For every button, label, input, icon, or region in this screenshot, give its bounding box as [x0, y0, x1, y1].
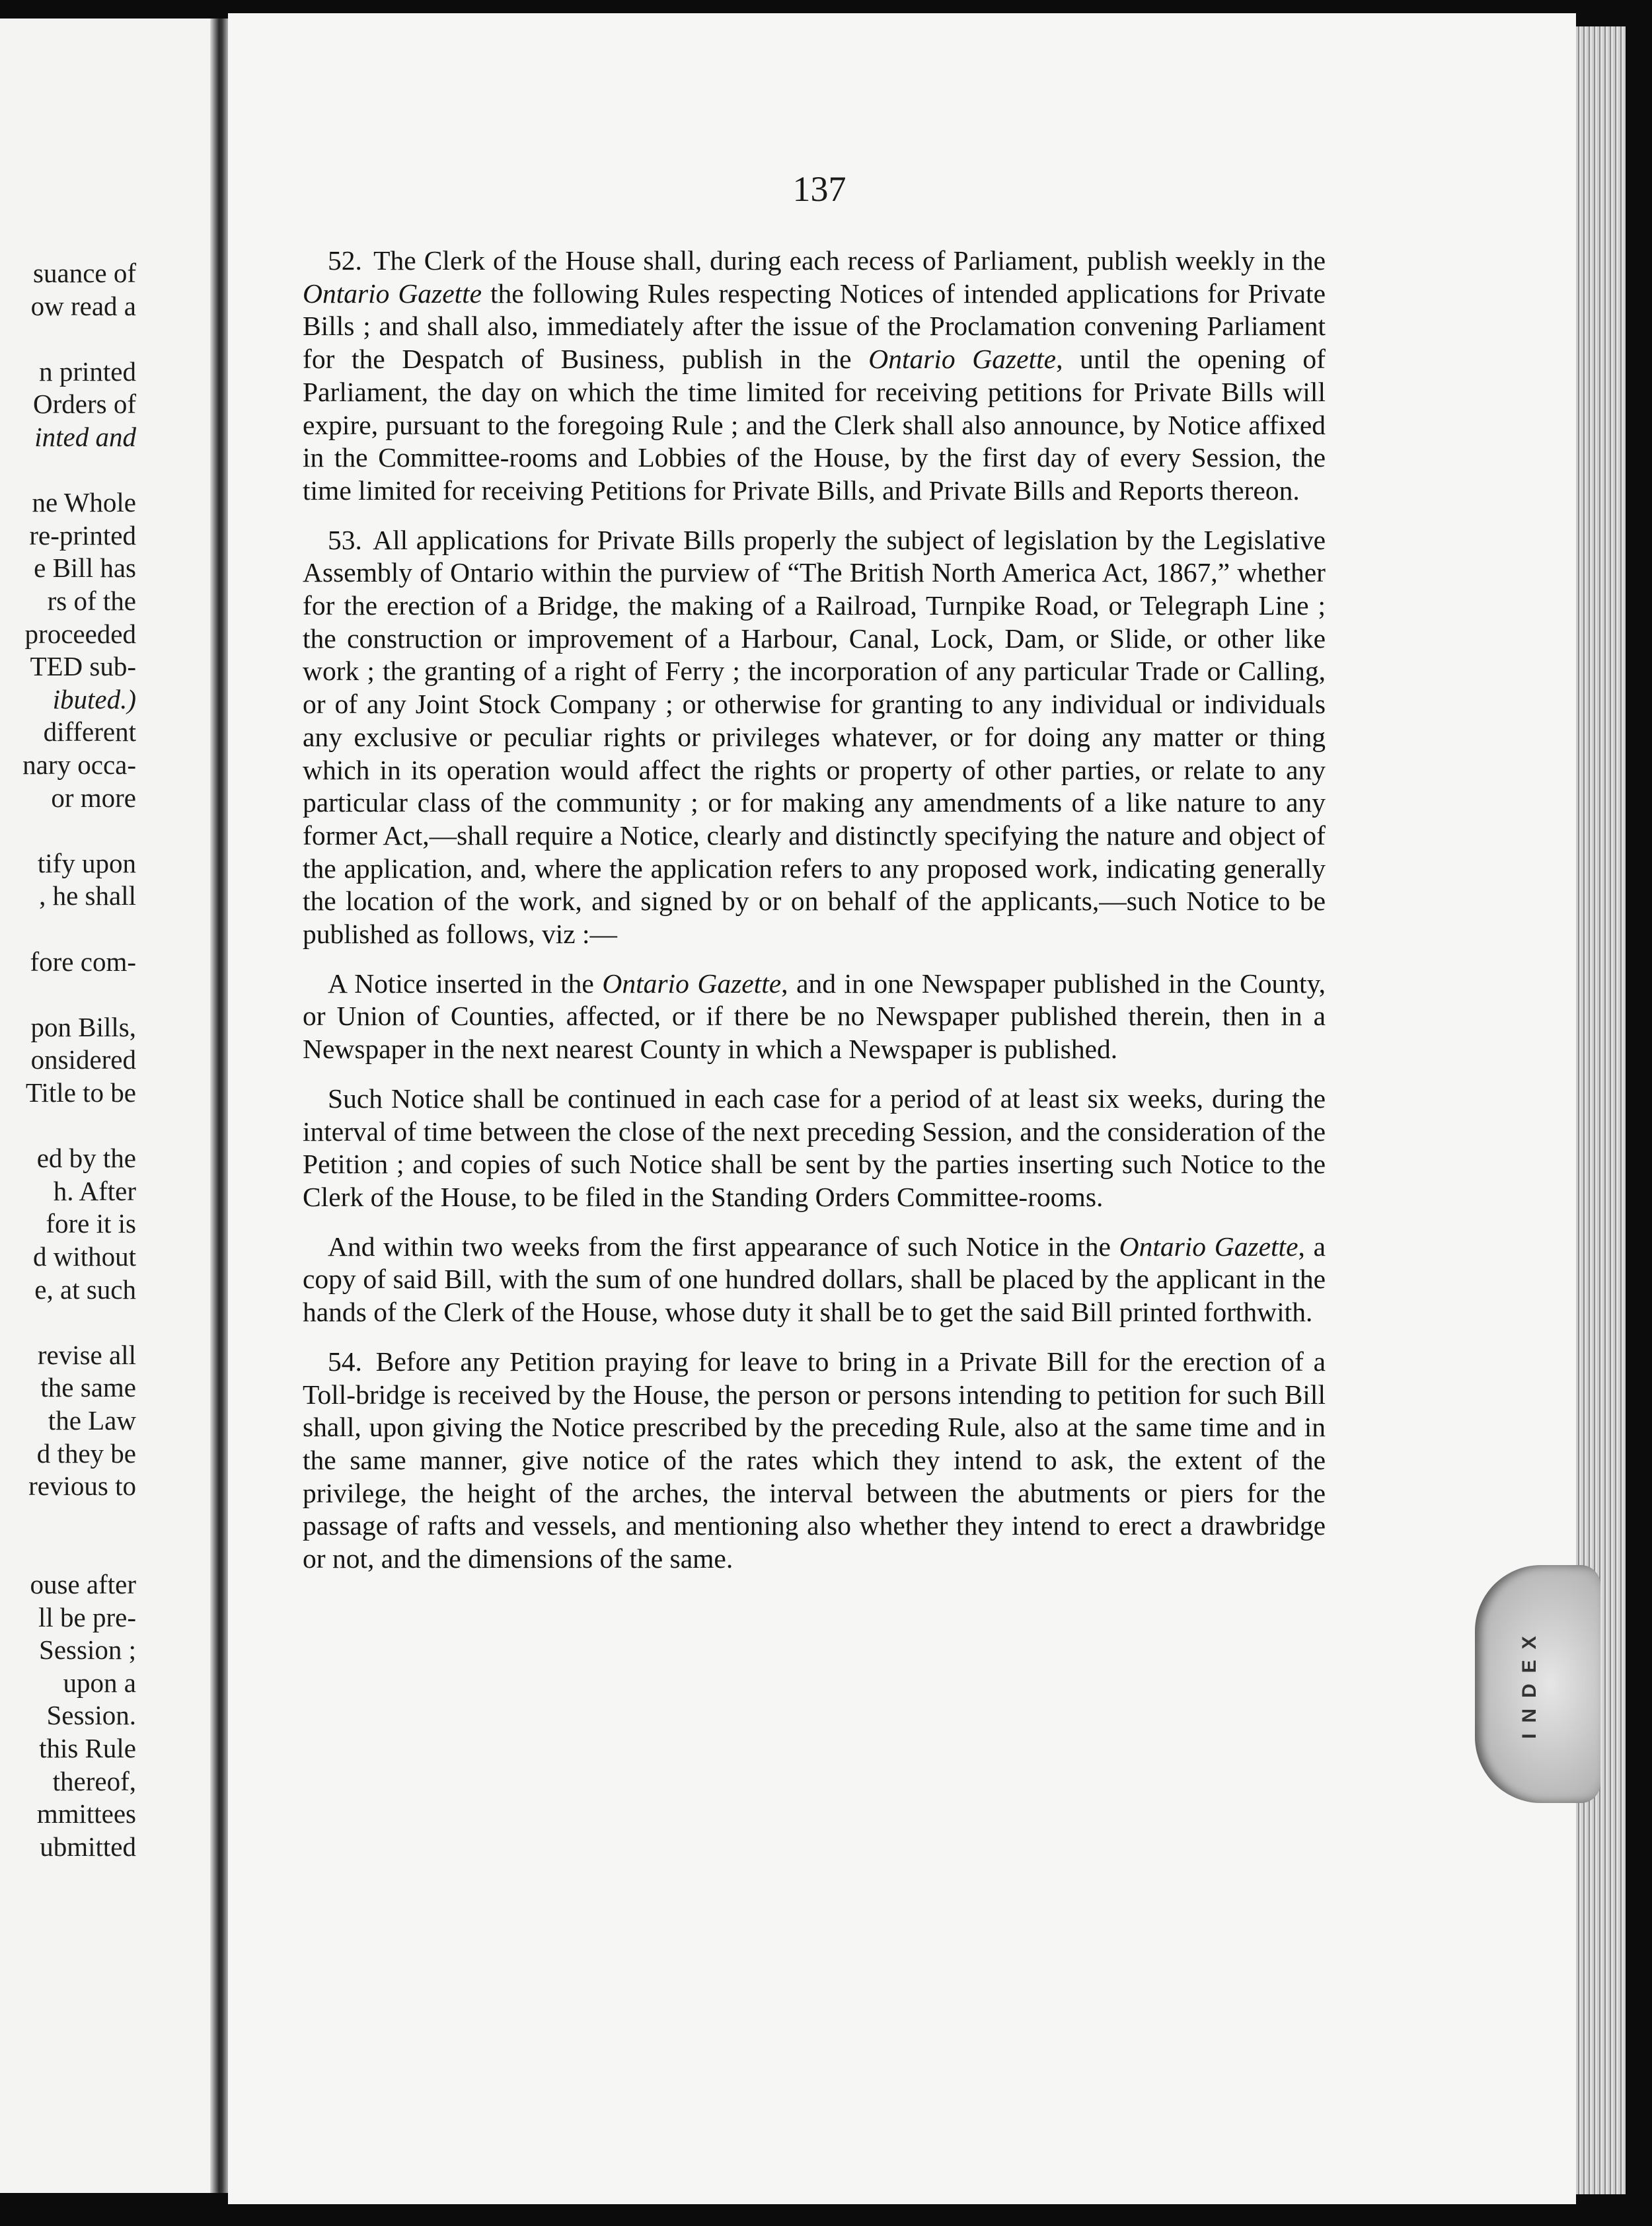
- rule-text: A Notice inserted in the: [328, 968, 603, 999]
- left-page-line: Orders of: [33, 389, 136, 420]
- left-page-line: inted and: [34, 422, 136, 452]
- rule-text: All applications for Private Bills properly the subject of legislation by the Legislative Assembly of Ontario within the purview of “The British North America Act, 1867,” whether for the erection of a Bridge, the making of a Railroad, Turnpike Road, or Telegraph Line ; the construction or improvement of a Harbour, Canal, Lock, Dam, or Slide, or other like work ; the granting of a right of Ferry ; the incorporation of any particular Trade or Calling, or of any Joint Stock Company ; or otherwise for granting to any individual or individuals any exclusive or peculiar rights or privileges whatever, or for doing any matter or thing which in its operation would affect the rights or property of other parties, or relate to any particular class of the community ; or for making any amendments of a like nature to any former Act,—shall require a Notice, clearly and distinctly specifying the nature and object of the application, and, where the application refers to any proposed work, indicating generally the location of the work, and signed by or on behalf of the applicants,—such Notice to be published as follows, viz :—: [303, 524, 1326, 950]
- gazette-name: Ontario Gazette: [303, 278, 482, 309]
- left-page-line: ed by the: [36, 1143, 136, 1174]
- rule-text: the following Rules respecting Notices of intended applications for Private Bills ; and shall also, immediately after the issue of the Proclamation convening Parliament for the Despatch of Business, publish in the: [303, 278, 1326, 375]
- rule-54: [303, 1346, 1326, 1576]
- rule-text: The Clerk of the House shall, during each recess of Parliament, publish weekly in the: [373, 245, 1326, 276]
- page-edges: [1576, 26, 1626, 2194]
- left-page-line: , he shall: [39, 880, 136, 911]
- rule-53-duration: [303, 1083, 1326, 1214]
- left-page-line: e, at such: [34, 1274, 136, 1305]
- left-page-line: re-printed: [29, 519, 136, 551]
- left-page-line: e Bill has: [34, 553, 136, 584]
- left-page-line: ibuted.): [52, 683, 136, 714]
- left-page-line: mmittees: [36, 1798, 136, 1829]
- left-page-line: h. After: [53, 1175, 136, 1206]
- rule-53-notice: [303, 968, 1326, 1066]
- rule-number: 52.: [328, 245, 362, 276]
- left-page-line: revise all: [37, 1339, 136, 1370]
- page-number: 137: [792, 169, 846, 209]
- left-page-line: Title to be: [25, 1077, 136, 1108]
- left-page-line: d without: [32, 1241, 136, 1272]
- left-page-line: ow read a: [30, 290, 136, 321]
- rule-53-bill-copy: [303, 1231, 1326, 1329]
- left-page-line: the Law: [48, 1405, 136, 1436]
- rule-text: , until the opening of Parliament, the day on which the time limited for receiving petitions for Private Bills will expire, pursuant to the foregoing Rule ; and the Clerk shall also announce, by Notice affixed in the Committee-rooms and Lobbies of the House, by the first day of every Session, the time limited for receiving Petitions for Private Bills, and Private Bills and Reports thereon.: [303, 344, 1326, 506]
- rule-text: , a copy of said Bill, with the sum of one hundred dollars, shall be placed by the applicant in the hands of the Clerk of the House, whose duty it shall be to get the said Bill printed forthwith.: [303, 1231, 1326, 1328]
- left-page-line: d they be: [36, 1438, 136, 1469]
- left-page-line: pon Bills,: [30, 1011, 136, 1042]
- rule-52: [303, 245, 1326, 508]
- left-page-line: fore it is: [46, 1208, 136, 1239]
- left-page-line: thereof,: [52, 1765, 136, 1796]
- left-page-line: Session.: [46, 1700, 136, 1731]
- gazette-name: Ontario Gazette: [868, 344, 1057, 375]
- left-page-line: ouse after: [30, 1569, 136, 1599]
- rule-53: [303, 524, 1326, 951]
- left-page-line: TED sub-: [30, 651, 136, 682]
- left-page-line: the same: [40, 1372, 136, 1403]
- left-page: [0, 19, 217, 2193]
- index-tab-label: INDEX: [1519, 1625, 1540, 1739]
- left-page-line: onsidered: [30, 1044, 136, 1075]
- left-page-line: tify upon: [37, 847, 136, 878]
- left-page-line: rs of the: [47, 586, 136, 616]
- left-page-line: this Rule: [39, 1733, 136, 1763]
- book-gutter: [210, 19, 230, 2193]
- left-page-line: upon a: [63, 1667, 136, 1698]
- left-page-line: revious to: [28, 1471, 136, 1502]
- gazette-name: Ontario Gazette: [602, 968, 782, 999]
- left-page-line: fore com-: [30, 946, 136, 977]
- rule-text: Before any Petition praying for leave to bring in a Private Bill for the erection of a Toll-bridge is received by the House, the person or persons intending to petition for such Bill shall, upon giving the Notice prescribed by the preceding Rule, also at the same time and in the same manner, give notice of the rates which they intend to ask, the extent of the privilege, the height of the arches, the interval between the abutments or piers for the passage of rafts and vessels, and mentioning also whether they intend to erect a drawbridge or not, and the dimensions of the same.: [303, 1346, 1326, 1574]
- rule-number: 53.: [328, 524, 362, 555]
- left-page-line: or more: [51, 782, 136, 813]
- left-page-line: ll be pre-: [38, 1601, 136, 1632]
- rule-number: 54.: [328, 1346, 362, 1377]
- gazette-name: Ontario Gazette: [1119, 1231, 1298, 1262]
- left-page-line: ubmitted: [40, 1831, 136, 1862]
- left-page-line: n printed: [39, 356, 136, 387]
- left-page-line: nary occa-: [22, 749, 136, 780]
- left-page-line: different: [43, 716, 136, 748]
- left-page-line: proceeded: [24, 618, 136, 649]
- left-page-line: Session ;: [39, 1634, 136, 1666]
- left-page-line: ne Whole: [32, 487, 136, 518]
- page-body: [303, 245, 1326, 1592]
- rule-text: And within two weeks from the first appearance of such Notice in the: [328, 1231, 1119, 1262]
- left-page-line: suance of: [33, 258, 136, 288]
- rule-text: , and in one Newspaper published in the County, or Union of Counties, affected, or if there be no Newspaper published therein, then in a Newspaper in the next nearest County in which a Newspaper is published.: [303, 968, 1326, 1065]
- rule-text: Such Notice shall be continued in each case for a period of at least six weeks, during the interval of time between the close of the next preceding Session, and the consideration of the Petition ; and copies of such Notice shall be sent by the parties inserting such Notice to the Clerk of the House, to be filed in the Standing Orders Committee-rooms.: [303, 1083, 1326, 1212]
